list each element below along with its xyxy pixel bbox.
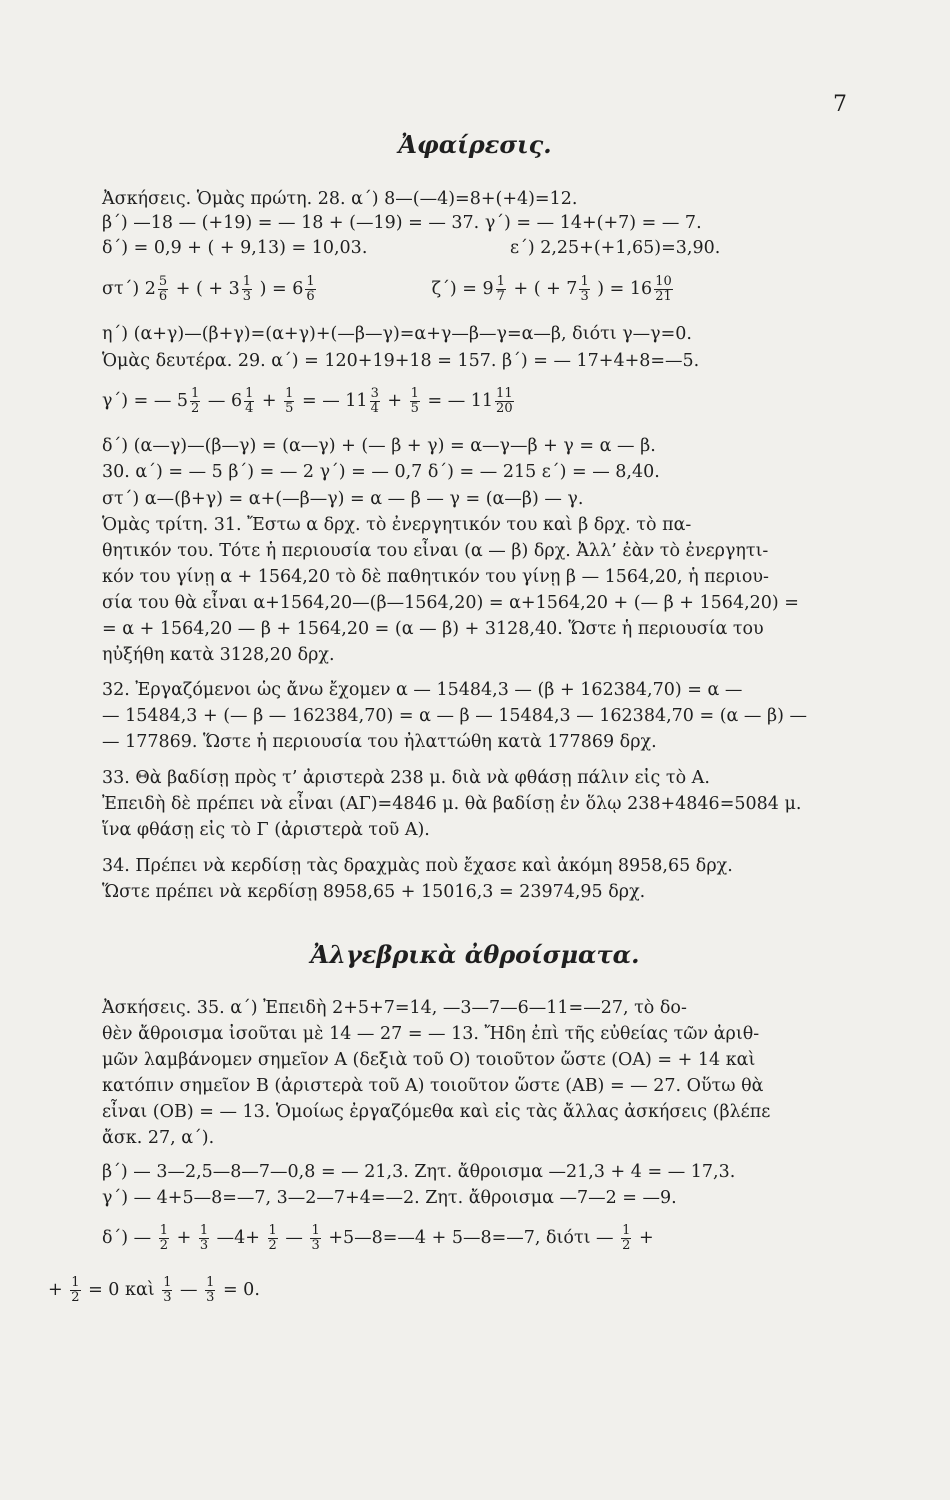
numerator: 3	[370, 386, 379, 401]
text-line: 34. Πρέπει νὰ κερδίσῃ τὰς δραχμὰς ποὺ ἔχασε καὶ ἀκόμη 8958,65 δρχ.	[102, 856, 733, 876]
denominator: 7	[496, 289, 505, 304]
text-line: Ὥστε πρέπει νὰ κερδίσῃ 8958,65 + 15016,3 = 23974,95 δρχ.	[102, 882, 646, 902]
text-segment: = 0.	[217, 1280, 260, 1300]
numerator: 1	[191, 386, 200, 401]
denominator: 2	[268, 1238, 277, 1253]
text-line: Ἐπειδὴ δὲ πρέπει νὰ εἶναι (ΑΓ)=4846 μ. θὰ βαδίσῃ ἐν ὅλῳ 238+4846=5084 μ.	[102, 794, 802, 814]
text-segment: — 6	[202, 391, 243, 411]
fraction	[579, 275, 589, 304]
denominator: 3	[206, 1290, 215, 1305]
text-segment: +	[381, 391, 408, 411]
denominator: 4	[245, 401, 254, 416]
fraction	[190, 387, 200, 416]
text-segment: —	[174, 1280, 204, 1300]
fraction	[410, 387, 420, 416]
text-segment: δ΄) = 0,9 + ( + 9,13) = 10,03.	[102, 238, 368, 258]
text-segment: = — 11	[421, 391, 494, 411]
text-line: — 15484,3 + (— β — 162384,70) = α — β — 15484,3 — 162384,70 = (α — β) —	[102, 706, 807, 726]
text-line: θητικόν του. Τότε ἡ περιουσία του εἶναι (α — β) δρχ. Ἀλλ’ ἐὰν τὸ ἐνεργητι-	[102, 541, 769, 561]
fraction	[268, 1224, 278, 1253]
text-segment: ε΄) 2,25+(+1,65)=3,90.	[510, 238, 721, 258]
text-line: κατόπιν σημεῖον Β (ἀριστερὰ τοῦ Α) τοιοῦτον ὥστε (ΑΒ) = — 27. Οὕτω θὰ	[102, 1076, 764, 1096]
denominator: 2	[159, 1238, 169, 1253]
numerator: 1	[285, 386, 294, 401]
text-segment: + ( + 7	[507, 279, 578, 299]
text-line: β΄) —18 — (+19) = — 18 + (—19) = — 37. γ΄) = — 14+(+7) = — 7.	[102, 213, 702, 233]
denominator: 4	[370, 401, 379, 416]
formula-line	[102, 387, 516, 416]
text-line: εἶναι (ΟΒ) = — 13. Ὁμοίως ἐργαζόμεθα καὶ εἰς τὰς ἄλλας ἀσκήσεις (βλέπε	[102, 1102, 771, 1122]
text-segment: στ΄) 2	[102, 279, 156, 299]
numerator: 10	[655, 274, 672, 289]
text-line: γ΄) — 4+5—8=—7, 3—2—7+4=—2. Ζητ. ἄθροισμα —7—2 = —9.	[102, 1188, 677, 1208]
text-segment: +5—8=—4 + 5—8=—7, διότι —	[322, 1228, 620, 1248]
denominator: 2	[191, 401, 200, 416]
fraction	[205, 1276, 215, 1305]
text-line: Ἀσκήσεις. 35. α΄) Ἐπειδὴ 2+5+7=14, —3—7—6—11=—27, τὸ δο-	[102, 998, 687, 1018]
denominator: 20	[496, 401, 513, 416]
denominator: 21	[655, 289, 672, 304]
section-title-subtraction: Ἀφαίρεσις.	[398, 130, 552, 159]
fraction	[495, 387, 514, 416]
denominator: 3	[163, 1290, 172, 1305]
denominator: 3	[242, 289, 252, 304]
fraction	[242, 275, 252, 304]
text-segment: +	[633, 1228, 654, 1248]
text-line: η΄) (α+γ)—(β+γ)=(α+γ)+(—β—γ)=α+γ—β—γ=α—β, διότι γ—γ=0.	[102, 324, 692, 344]
text-line: Ἀσκήσεις. Ὁμὰς πρώτη. 28. α΄) 8—(—4)=8+(+4)=12.	[102, 189, 578, 209]
page-number: 7	[833, 92, 847, 117]
numerator: 1	[242, 274, 252, 289]
text-line: κόν του γίνῃ α + 1564,20 τὸ δὲ παθητικόν του γίνῃ β — 1564,20, ἡ περιου-	[102, 567, 769, 587]
text-line: ἵνα φθάσῃ εἰς τὸ Γ (ἀριστερὰ τοῦ Α).	[102, 820, 430, 840]
text-segment: +	[48, 1280, 69, 1300]
numerator: 1	[163, 1275, 172, 1290]
text-segment: +	[256, 391, 283, 411]
numerator: 1	[306, 274, 315, 289]
text-line: ηὐξήθη κατὰ 3128,20 δρχ.	[102, 645, 335, 665]
numerator: 1	[580, 274, 589, 289]
fraction	[305, 275, 315, 304]
denominator: 6	[158, 289, 168, 304]
numerator: 1	[622, 1223, 631, 1238]
fraction	[70, 1276, 80, 1305]
text-line: 32. Ἐργαζόμενοι ὡς ἄνω ἔχομεν α — 15484,3 — (β + 162384,70) = α —	[102, 680, 743, 700]
fraction	[159, 1224, 169, 1253]
denominator: 3	[199, 1238, 209, 1253]
fraction	[370, 387, 380, 416]
text-line: θὲν ἄθροισμα ἰσοῦται μὲ 14 — 27 = — 13. Ἤδη ἐπὶ τῆς εὐθείας τῶν ἀριθ-	[102, 1024, 760, 1044]
numerator: 11	[496, 386, 513, 401]
fraction	[284, 387, 294, 416]
text-segment: +	[171, 1228, 197, 1248]
text-line: σία του θὰ εἶναι α+1564,20—(β—1564,20) = α+1564,20 + (— β + 1564,20) =	[102, 593, 799, 613]
text-segment: —	[279, 1228, 309, 1248]
text-line: 30. α΄) = — 5 β΄) = — 2 γ΄) = — 0,7 δ΄) = — 215 ε΄) = — 8,40.	[102, 462, 660, 482]
text-segment: = — 11	[296, 391, 368, 411]
text-line: — 177869. Ὥστε ἡ περιουσία του ἠλαττώθη κατὰ 177869 δρχ.	[102, 732, 657, 752]
text-segment: ) = 16	[591, 279, 653, 299]
text-line: στ΄) α—(β+γ) = α+(—β—γ) = α — β — γ = (α—β) — γ.	[102, 489, 584, 509]
numerator: 1	[496, 274, 505, 289]
fraction	[310, 1224, 320, 1253]
numerator: 1	[71, 1275, 80, 1290]
text-line: Ὁμὰς τρίτη. 31. Ἔστω α δρχ. τὸ ἐνεργητικόν του καὶ β δρχ. τὸ πα-	[102, 515, 692, 535]
fraction	[162, 1276, 172, 1305]
numerator: 1	[159, 1223, 169, 1238]
formula-line	[102, 1224, 654, 1253]
text-segment: ) = 6	[254, 279, 304, 299]
numerator: 1	[410, 386, 419, 401]
numerator: 1	[199, 1223, 209, 1238]
text-line: δ΄) (α—γ)—(β—γ) = (α—γ) + (— β + γ) = α—γ—β + γ = α — β.	[102, 436, 656, 456]
text-line: μῶν λαμβάνομεν σημεῖον Α (δεξιὰ τοῦ Ο) τοιοῦτον ὥστε (ΟΑ) = + 14 καὶ	[102, 1050, 756, 1070]
denominator: 6	[306, 289, 315, 304]
text-segment: δ΄) —	[102, 1228, 157, 1248]
text-line: β΄) — 3—2,5—8—7—0,8 = — 21,3. Ζητ. ἄθροισμα —21,3 + 4 = — 17,3.	[102, 1162, 736, 1182]
formula-line	[48, 1276, 260, 1305]
denominator: 2	[71, 1290, 80, 1305]
denominator: 5	[285, 401, 294, 416]
text-line: 33. Θὰ βαδίσῃ πρὸς τ’ ἀριστερὰ 238 μ. διὰ νὰ φθάσῃ πάλιν εἰς τὸ Α.	[102, 768, 710, 788]
text-segment: = 0 καὶ	[82, 1280, 161, 1300]
numerator: 1	[245, 386, 254, 401]
formula-line	[102, 275, 675, 304]
section-title-algebraic-sums: Ἀλγεβρικὰ ἀθροίσματα.	[310, 940, 640, 969]
text-line	[102, 236, 721, 260]
fraction	[654, 275, 673, 304]
denominator: 3	[311, 1238, 320, 1253]
numerator: 1	[206, 1275, 215, 1290]
denominator: 3	[580, 289, 589, 304]
text-line: = α + 1564,20 — β + 1564,20 = (α — β) + 3128,40. Ὥστε ἡ περιουσία του	[102, 619, 764, 639]
fraction	[158, 275, 168, 304]
numerator: 1	[268, 1223, 277, 1238]
fraction	[199, 1224, 209, 1253]
text-segment: γ΄) = — 5	[102, 391, 189, 411]
fraction	[496, 275, 506, 304]
numerator: 5	[158, 274, 168, 289]
denominator: 5	[410, 401, 419, 416]
text-line: ἄσκ. 27, α΄).	[102, 1128, 215, 1148]
fraction	[244, 387, 254, 416]
text-segment: —4+	[211, 1228, 266, 1248]
text-segment: + ( + 3	[170, 279, 240, 299]
text-line: Ὁμὰς δευτέρα. 29. α΄) = 120+19+18 = 157. β΄) = — 17+4+8=—5.	[102, 351, 700, 371]
numerator: 1	[311, 1223, 320, 1238]
denominator: 2	[622, 1238, 631, 1253]
fraction	[621, 1224, 631, 1253]
text-segment: ζ΄) = 9	[431, 279, 494, 299]
